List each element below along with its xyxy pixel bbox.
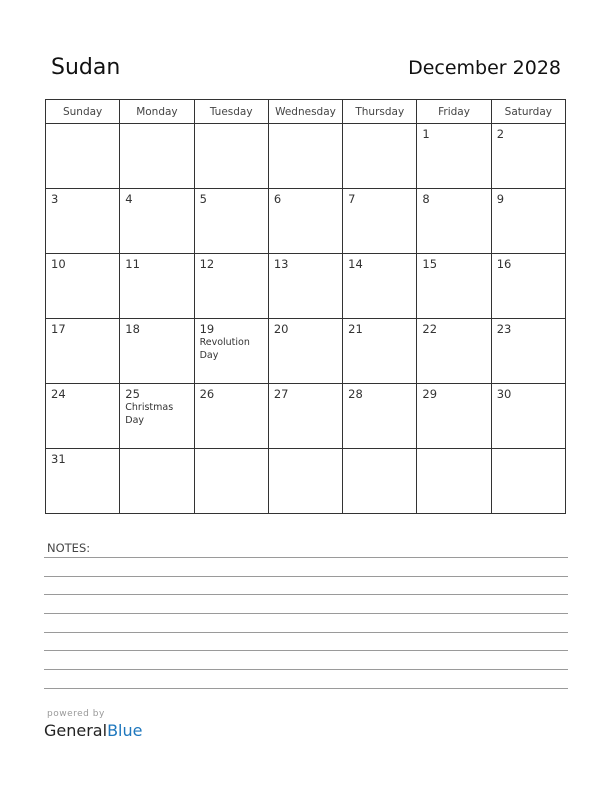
day-cell[interactable] bbox=[46, 449, 120, 514]
day-cell[interactable] bbox=[417, 319, 491, 384]
day-cell[interactable] bbox=[120, 384, 194, 449]
note-line bbox=[44, 594, 568, 595]
day-number: 3 bbox=[51, 192, 59, 206]
day-cell[interactable] bbox=[120, 319, 194, 384]
note-line bbox=[44, 613, 568, 614]
calendar-week-row bbox=[46, 449, 566, 514]
day-number: 21 bbox=[348, 322, 363, 336]
day-cell[interactable] bbox=[194, 189, 268, 254]
day-number: 14 bbox=[348, 257, 363, 271]
day-cell[interactable] bbox=[343, 189, 417, 254]
calendar-week-row bbox=[46, 254, 566, 319]
day-number: 13 bbox=[273, 257, 289, 271]
day-cell[interactable] bbox=[120, 189, 194, 254]
day-cell[interactable] bbox=[46, 254, 120, 319]
note-line bbox=[44, 576, 568, 577]
day-number: 12 bbox=[199, 257, 215, 271]
day-number: 27 bbox=[273, 387, 289, 401]
day-cell[interactable] bbox=[120, 449, 194, 514]
day-cell[interactable] bbox=[491, 449, 565, 514]
day-cell[interactable] bbox=[417, 124, 491, 189]
day-number: 19 bbox=[199, 322, 215, 336]
day-number: 7 bbox=[348, 192, 356, 206]
day-cell[interactable] bbox=[46, 319, 120, 384]
day-cell[interactable] bbox=[120, 124, 194, 189]
notes-label: NOTES: bbox=[47, 541, 91, 555]
day-cell[interactable] bbox=[194, 319, 268, 384]
day-number: 20 bbox=[273, 322, 289, 336]
weekday-header: Friday bbox=[417, 100, 491, 124]
day-number: 6 bbox=[273, 192, 282, 206]
note-line bbox=[44, 557, 568, 558]
day-cell[interactable] bbox=[343, 449, 417, 514]
weekday-header: Thursday bbox=[343, 100, 417, 124]
day-number: 17 bbox=[51, 322, 66, 336]
brand-logo[interactable] bbox=[44, 721, 142, 740]
day-number: 26 bbox=[199, 387, 215, 401]
day-number: 9 bbox=[496, 192, 505, 206]
calendar-grid bbox=[45, 99, 566, 514]
weekday-header: Monday bbox=[120, 100, 194, 124]
day-cell[interactable] bbox=[491, 319, 565, 384]
country-title: Sudan bbox=[51, 55, 121, 80]
day-number: 16 bbox=[496, 257, 512, 271]
day-cell[interactable] bbox=[194, 449, 268, 514]
day-cell[interactable] bbox=[343, 254, 417, 319]
day-cell[interactable] bbox=[417, 449, 491, 514]
calendar-week-row bbox=[46, 189, 566, 254]
day-cell[interactable] bbox=[417, 254, 491, 319]
day-number: 28 bbox=[348, 387, 363, 401]
day-number: 23 bbox=[496, 322, 512, 336]
calendar-week-row bbox=[46, 384, 566, 449]
weekday-header: Saturday bbox=[491, 100, 565, 124]
month-year-title: December 2028 bbox=[408, 57, 561, 79]
day-cell[interactable] bbox=[268, 384, 342, 449]
day-cell[interactable] bbox=[268, 319, 342, 384]
day-cell[interactable] bbox=[120, 254, 194, 319]
holiday-label: Revolution Day bbox=[199, 337, 250, 361]
day-cell[interactable] bbox=[343, 384, 417, 449]
note-line bbox=[44, 688, 568, 689]
calendar-week-row bbox=[46, 124, 566, 189]
day-cell[interactable] bbox=[417, 384, 491, 449]
day-number: 1 bbox=[422, 127, 430, 141]
brand-blue: Blue bbox=[107, 721, 143, 740]
calendar-body bbox=[46, 124, 566, 514]
day-cell[interactable] bbox=[194, 254, 268, 319]
day-number: 10 bbox=[51, 257, 66, 271]
day-cell[interactable] bbox=[268, 189, 342, 254]
day-cell[interactable] bbox=[491, 254, 565, 319]
day-number: 15 bbox=[422, 257, 438, 271]
day-cell[interactable] bbox=[46, 124, 120, 189]
day-cell[interactable] bbox=[343, 319, 417, 384]
day-cell[interactable] bbox=[46, 189, 120, 254]
day-number: 30 bbox=[496, 387, 512, 401]
day-number: 2 bbox=[496, 127, 505, 141]
weekday-header: Wednesday bbox=[268, 100, 342, 124]
day-number: 29 bbox=[422, 387, 438, 401]
day-cell[interactable] bbox=[268, 254, 342, 319]
day-cell[interactable] bbox=[46, 384, 120, 449]
day-cell[interactable] bbox=[417, 189, 491, 254]
day-cell[interactable] bbox=[491, 124, 565, 189]
day-number: 8 bbox=[422, 192, 430, 206]
holiday-label: Christmas Day bbox=[125, 402, 174, 426]
weekday-header: Sunday bbox=[46, 100, 120, 124]
weekday-header-row bbox=[46, 100, 566, 124]
day-cell[interactable] bbox=[268, 124, 342, 189]
day-cell[interactable] bbox=[343, 124, 417, 189]
day-number: 24 bbox=[51, 387, 66, 401]
day-cell[interactable] bbox=[491, 189, 565, 254]
note-line bbox=[44, 632, 568, 633]
day-number: 25 bbox=[125, 387, 140, 401]
day-number: 4 bbox=[125, 192, 133, 206]
day-cell[interactable] bbox=[194, 384, 268, 449]
day-number: 18 bbox=[125, 322, 140, 336]
brand-general: General bbox=[44, 721, 108, 740]
day-cell[interactable] bbox=[194, 124, 268, 189]
note-line bbox=[44, 669, 568, 670]
day-number: 22 bbox=[422, 322, 438, 336]
day-number: 5 bbox=[199, 192, 207, 206]
day-cell[interactable] bbox=[268, 449, 342, 514]
note-line bbox=[44, 650, 568, 651]
day-cell[interactable] bbox=[491, 384, 565, 449]
powered-by-text: powered by bbox=[47, 709, 105, 719]
day-number: 11 bbox=[125, 257, 140, 271]
weekday-header: Tuesday bbox=[194, 100, 268, 124]
day-number: 31 bbox=[51, 452, 66, 466]
calendar-week-row bbox=[46, 319, 566, 384]
